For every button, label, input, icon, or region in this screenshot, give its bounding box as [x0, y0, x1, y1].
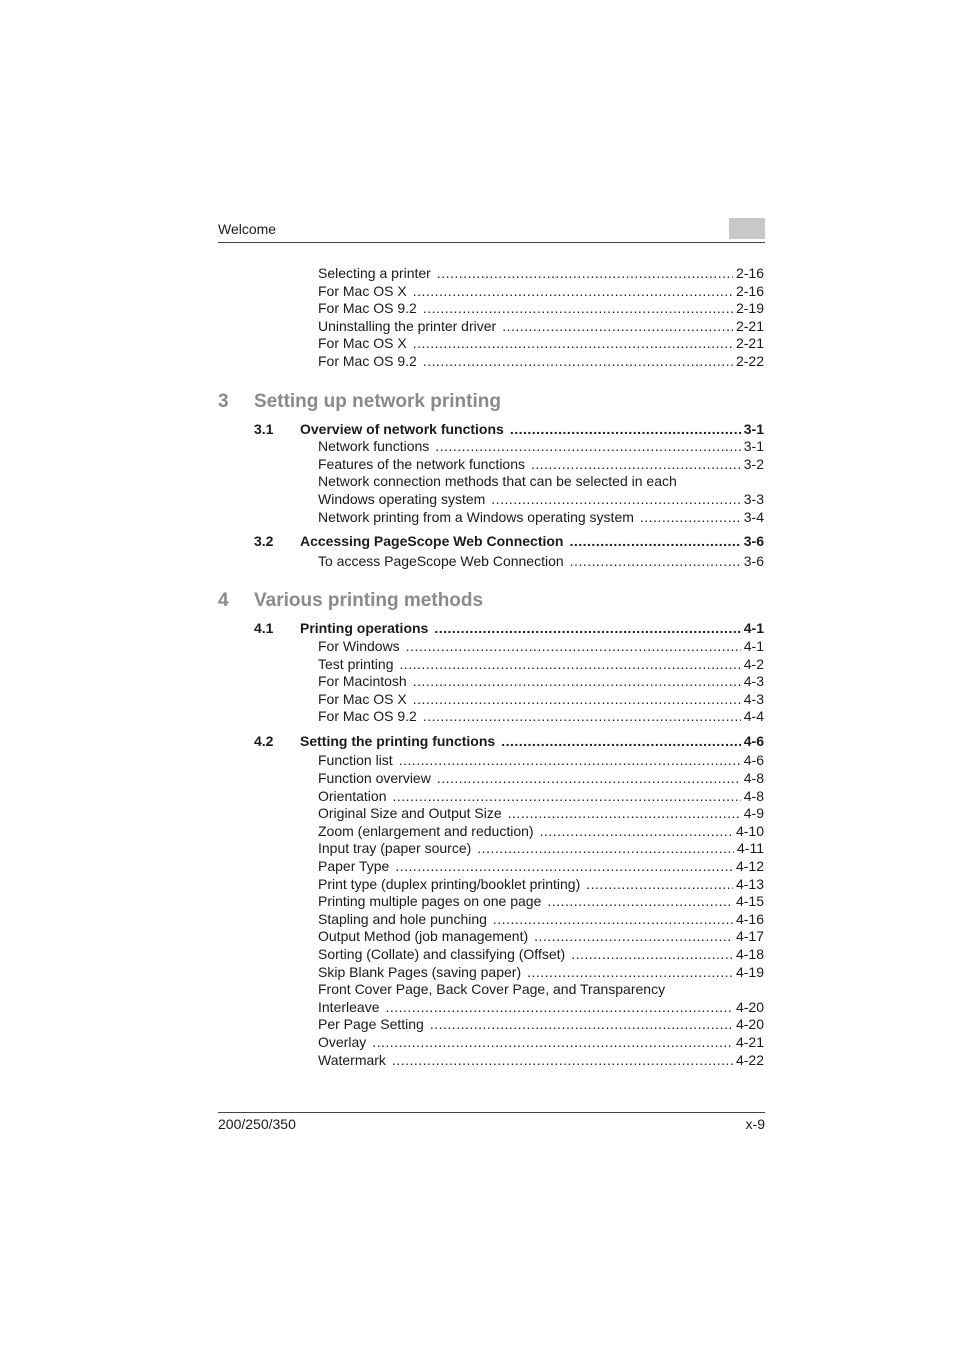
toc-entry[interactable]: Test printing ..... 4-2	[218, 656, 764, 674]
section-3-1[interactable]: 3.1 Overview of network functions ..... 3-1	[218, 421, 764, 439]
toc-entry[interactable]: For Macintosh ..... 4-3	[218, 673, 764, 691]
toc-entry[interactable]: For Mac OS X ..... 2-21	[218, 335, 764, 353]
chapter-title: Setting up network printing	[254, 390, 501, 412]
toc-entry[interactable]: Paper Type ..... 4-12	[218, 858, 764, 876]
toc-entry[interactable]: Overlay ..... 4-21	[218, 1034, 764, 1052]
toc-entry[interactable]: Selecting a printer ..... 2-16	[218, 265, 764, 283]
toc-entry[interactable]: Network printing from a Windows operating system ..... 3-4	[218, 509, 764, 527]
chapter-title: Various printing methods	[254, 590, 484, 612]
toc-entry[interactable]: Sorting (Collate) and classifying (Offset) ..... 4-18	[218, 946, 764, 964]
chapter-3-heading[interactable]	[218, 391, 764, 417]
toc-entry[interactable]: Orientation ..... 4-8	[218, 788, 764, 806]
footer-page-number: x-9	[745, 1116, 765, 1132]
section-4-1[interactable]: 4.1 Printing operations ..... 4-1	[218, 620, 764, 638]
toc-entry[interactable]: Stapling and hole punching ..... 4-16	[218, 911, 764, 929]
toc-entry[interactable]: Function list ..... 4-6	[218, 752, 764, 770]
toc-entry[interactable]: Features of the network functions ..... 3-2	[218, 456, 764, 474]
toc-entry[interactable]: For Mac OS 9.2 ..... 2-19	[218, 300, 764, 318]
toc-entry[interactable]: For Mac OS 9.2 ..... 4-4	[218, 708, 764, 726]
toc-entry[interactable]: For Mac OS X ..... 2-16	[218, 283, 764, 301]
section-4-2[interactable]: 4.2 Setting the printing functions ..... 4-6	[218, 733, 764, 751]
toc-entry[interactable]: Network functions ..... 3-1	[218, 438, 764, 456]
toc-entry[interactable]: For Windows ..... 4-1	[218, 638, 764, 656]
toc-entry[interactable]: Output Method (job management) ..... 4-17	[218, 928, 764, 946]
toc-entry[interactable]: Original Size and Output Size ..... 4-9	[218, 805, 764, 823]
chapter-number: 3	[218, 390, 229, 412]
toc-entry-wrapped-line[interactable]: Network connection methods that can be selected in each	[318, 473, 677, 490]
toc-entry[interactable]: Watermark ..... 4-22	[218, 1052, 764, 1070]
toc-entry[interactable]: To access PageScope Web Connection ..... 3-6	[218, 553, 764, 571]
section-3-2[interactable]: 3.2 Accessing PageScope Web Connection ..... 3-6	[218, 533, 764, 551]
chapter-4-heading[interactable]	[218, 590, 764, 616]
header-tab-marker	[729, 218, 765, 239]
table-of-contents	[218, 265, 764, 1069]
toc-entry[interactable]: Print type (duplex printing/booklet printing) ..... 4-13	[218, 876, 764, 894]
footer-model: 200/250/350	[218, 1116, 296, 1132]
toc-entry[interactable]: Input tray (paper source) ..... 4-11	[218, 840, 764, 858]
toc-entry[interactable]: Uninstalling the printer driver ..... 2-21	[218, 318, 764, 336]
toc-entry[interactable]: Function overview ..... 4-8	[218, 770, 764, 788]
toc-entry[interactable]: For Mac OS 9.2 ..... 2-22	[218, 353, 764, 371]
toc-entry[interactable]: Printing multiple pages on one page ..... 4-15	[218, 893, 764, 911]
toc-entry[interactable]: Zoom (enlargement and reduction) ..... 4-10	[218, 823, 764, 841]
chapter-number: 4	[218, 590, 229, 612]
toc-entry[interactable]: Interleave ..... 4-20	[218, 999, 764, 1017]
toc-entry-wrapped-line[interactable]: Front Cover Page, Back Cover Page, and Transparency	[318, 981, 666, 998]
header-title: Welcome	[218, 221, 277, 237]
toc-entry[interactable]: Skip Blank Pages (saving paper) ..... 4-19	[218, 964, 764, 982]
toc-entry[interactable]: Per Page Setting ..... 4-20	[218, 1016, 764, 1034]
page-header	[218, 218, 765, 243]
toc-entry[interactable]: For Mac OS X ..... 4-3	[218, 691, 764, 709]
toc-entry[interactable]: Windows operating system ..... 3-3	[218, 491, 764, 509]
page-footer	[218, 1112, 765, 1132]
